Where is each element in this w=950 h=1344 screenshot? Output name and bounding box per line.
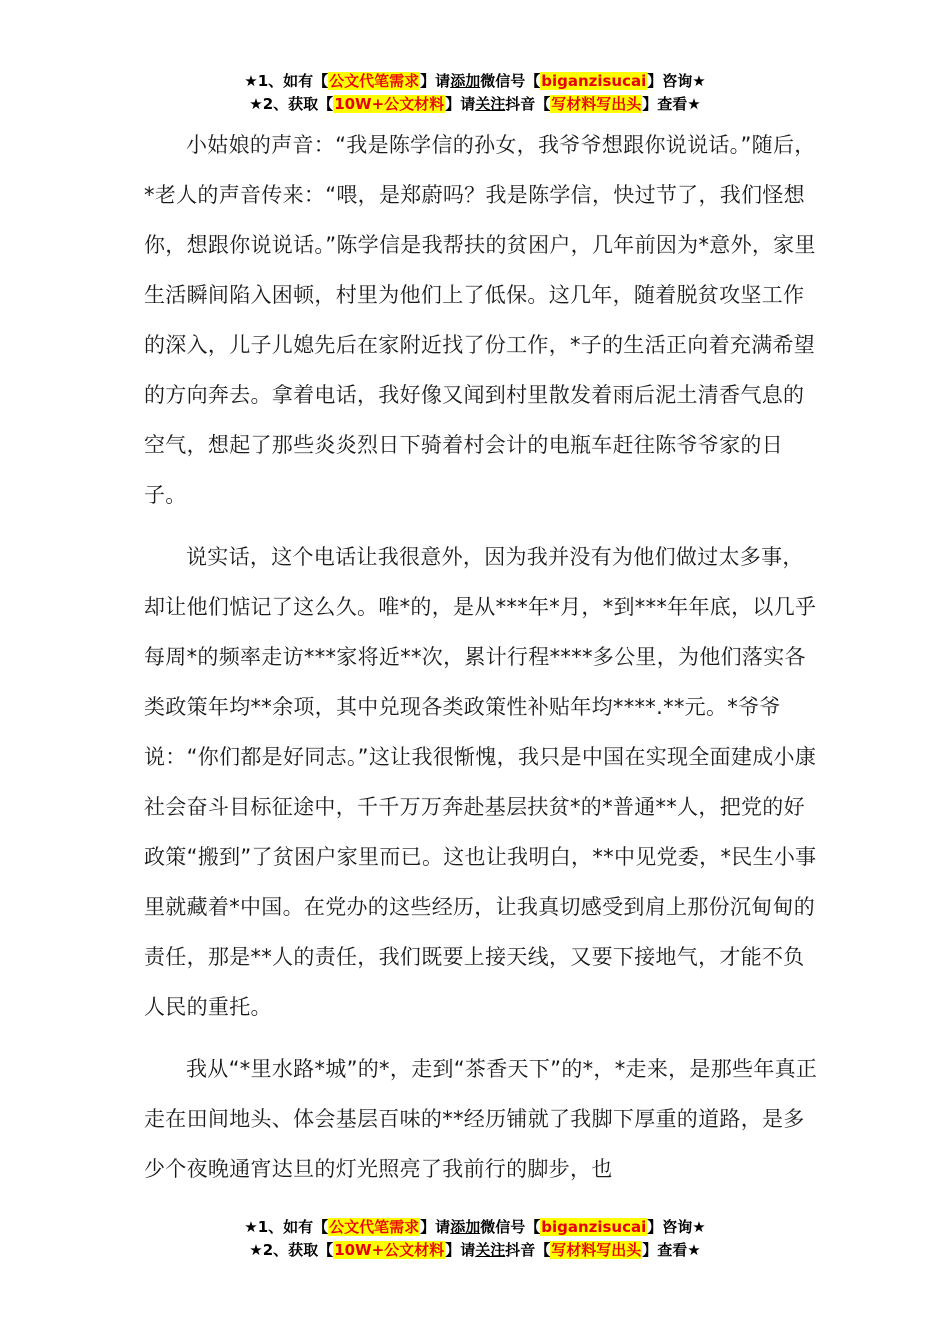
highlight-wechat-id: biganzisucai (541, 72, 647, 90)
underlined-follow: 关注 (475, 1241, 506, 1259)
underlined-add: 添加 (450, 1218, 481, 1236)
footer-banner (0, 1216, 950, 1262)
footer-banner-line-2: ★2、获取【10W+公文材料】请关注抖音【写材料写出头】查看★ (249, 1241, 701, 1259)
header-banner (0, 70, 950, 116)
document-body (144, 120, 824, 1206)
highlight-douyin: 写材料写出头 (551, 95, 642, 113)
paragraph-1: 小姑娘的声音：“我是陈学信的孙女，我爷爷想跟你说说话。”随后，*老人的声音传来：“喂，是郑蔚吗？我是陈学信，快过节了，我们怪想你，想跟你说说话。”陈学信是我帮扶的贫困户，几年前因为*意外，家里生活瞬间陷入困顿，村里为他们上了低保。这几年，随着脱贫攻坚工作的深入，儿子儿媳先后在家附近找了份工作，*子的生活正向着充满希望的方向奔去。拿着电话，我好像又闻到村里散发着雨后泥土清香气息的空气，想起了那些炎炎烈日下骑着村会计的电瓶车赶往陈爷爷家的日子。 (144, 133, 816, 507)
underlined-add: 添加 (450, 72, 481, 90)
footer-banner-line-1: ★1、如有【公文代笔需求】请添加微信号【biganzisucai】咨询★ (244, 1218, 706, 1236)
highlight-service: 公文代笔需求 (329, 72, 420, 90)
highlight-wechat-id: biganzisucai (541, 1218, 647, 1236)
highlight-materials: 10W+公文材料 (334, 95, 445, 113)
highlight-service: 公文代笔需求 (329, 1218, 420, 1236)
highlight-materials: 10W+公文材料 (334, 1241, 445, 1259)
underlined-follow: 关注 (475, 95, 506, 113)
header-banner-line-1: ★1、如有【公文代笔需求】请添加微信号【biganzisucai】咨询★ (244, 72, 706, 90)
header-banner-line-2: ★2、获取【10W+公文材料】请关注抖音【写材料写出头】查看★ (249, 95, 701, 113)
paragraph-3: 我从“*里水路*城”的*，走到“茶香天下”的*，*走来，是那些年真正走在田间地头、体会基层百味的**经历铺就了我脚下厚重的道路，是多少个夜晚通宵达旦的灯光照亮了我前行的脚步，也 (144, 1057, 818, 1181)
paragraph-2: 说实话，这个电话让我很意外，因为我并没有为他们做过太多事，却让他们惦记了这么久。唯*的，是从***年*月，*到***年年底，以几乎每周*的频率走访***家将近**次，累计行程****多公里，为他们落实各类政策年均**余项，其中兑现各类政策性补贴年均****.**元。*爷爷说：“你们都是好同志。”这让我很惭愧，我只是中国在实现全面建成小康社会奋斗目标征途中，千千万万奔赴基层扶贫*的*普通**人，把党的好政策“搬到”了贫困户家里而已。这也让我明白，**中见党委，*民生小事里就藏着*中国。在党办的这些经历，让我真切感受到肩上那份沉甸甸的责任，那是**人的责任，我们既要上接天线，又要下接地气，才能不负人民的重托。 (144, 545, 817, 1019)
highlight-douyin: 写材料写出头 (551, 1241, 642, 1259)
